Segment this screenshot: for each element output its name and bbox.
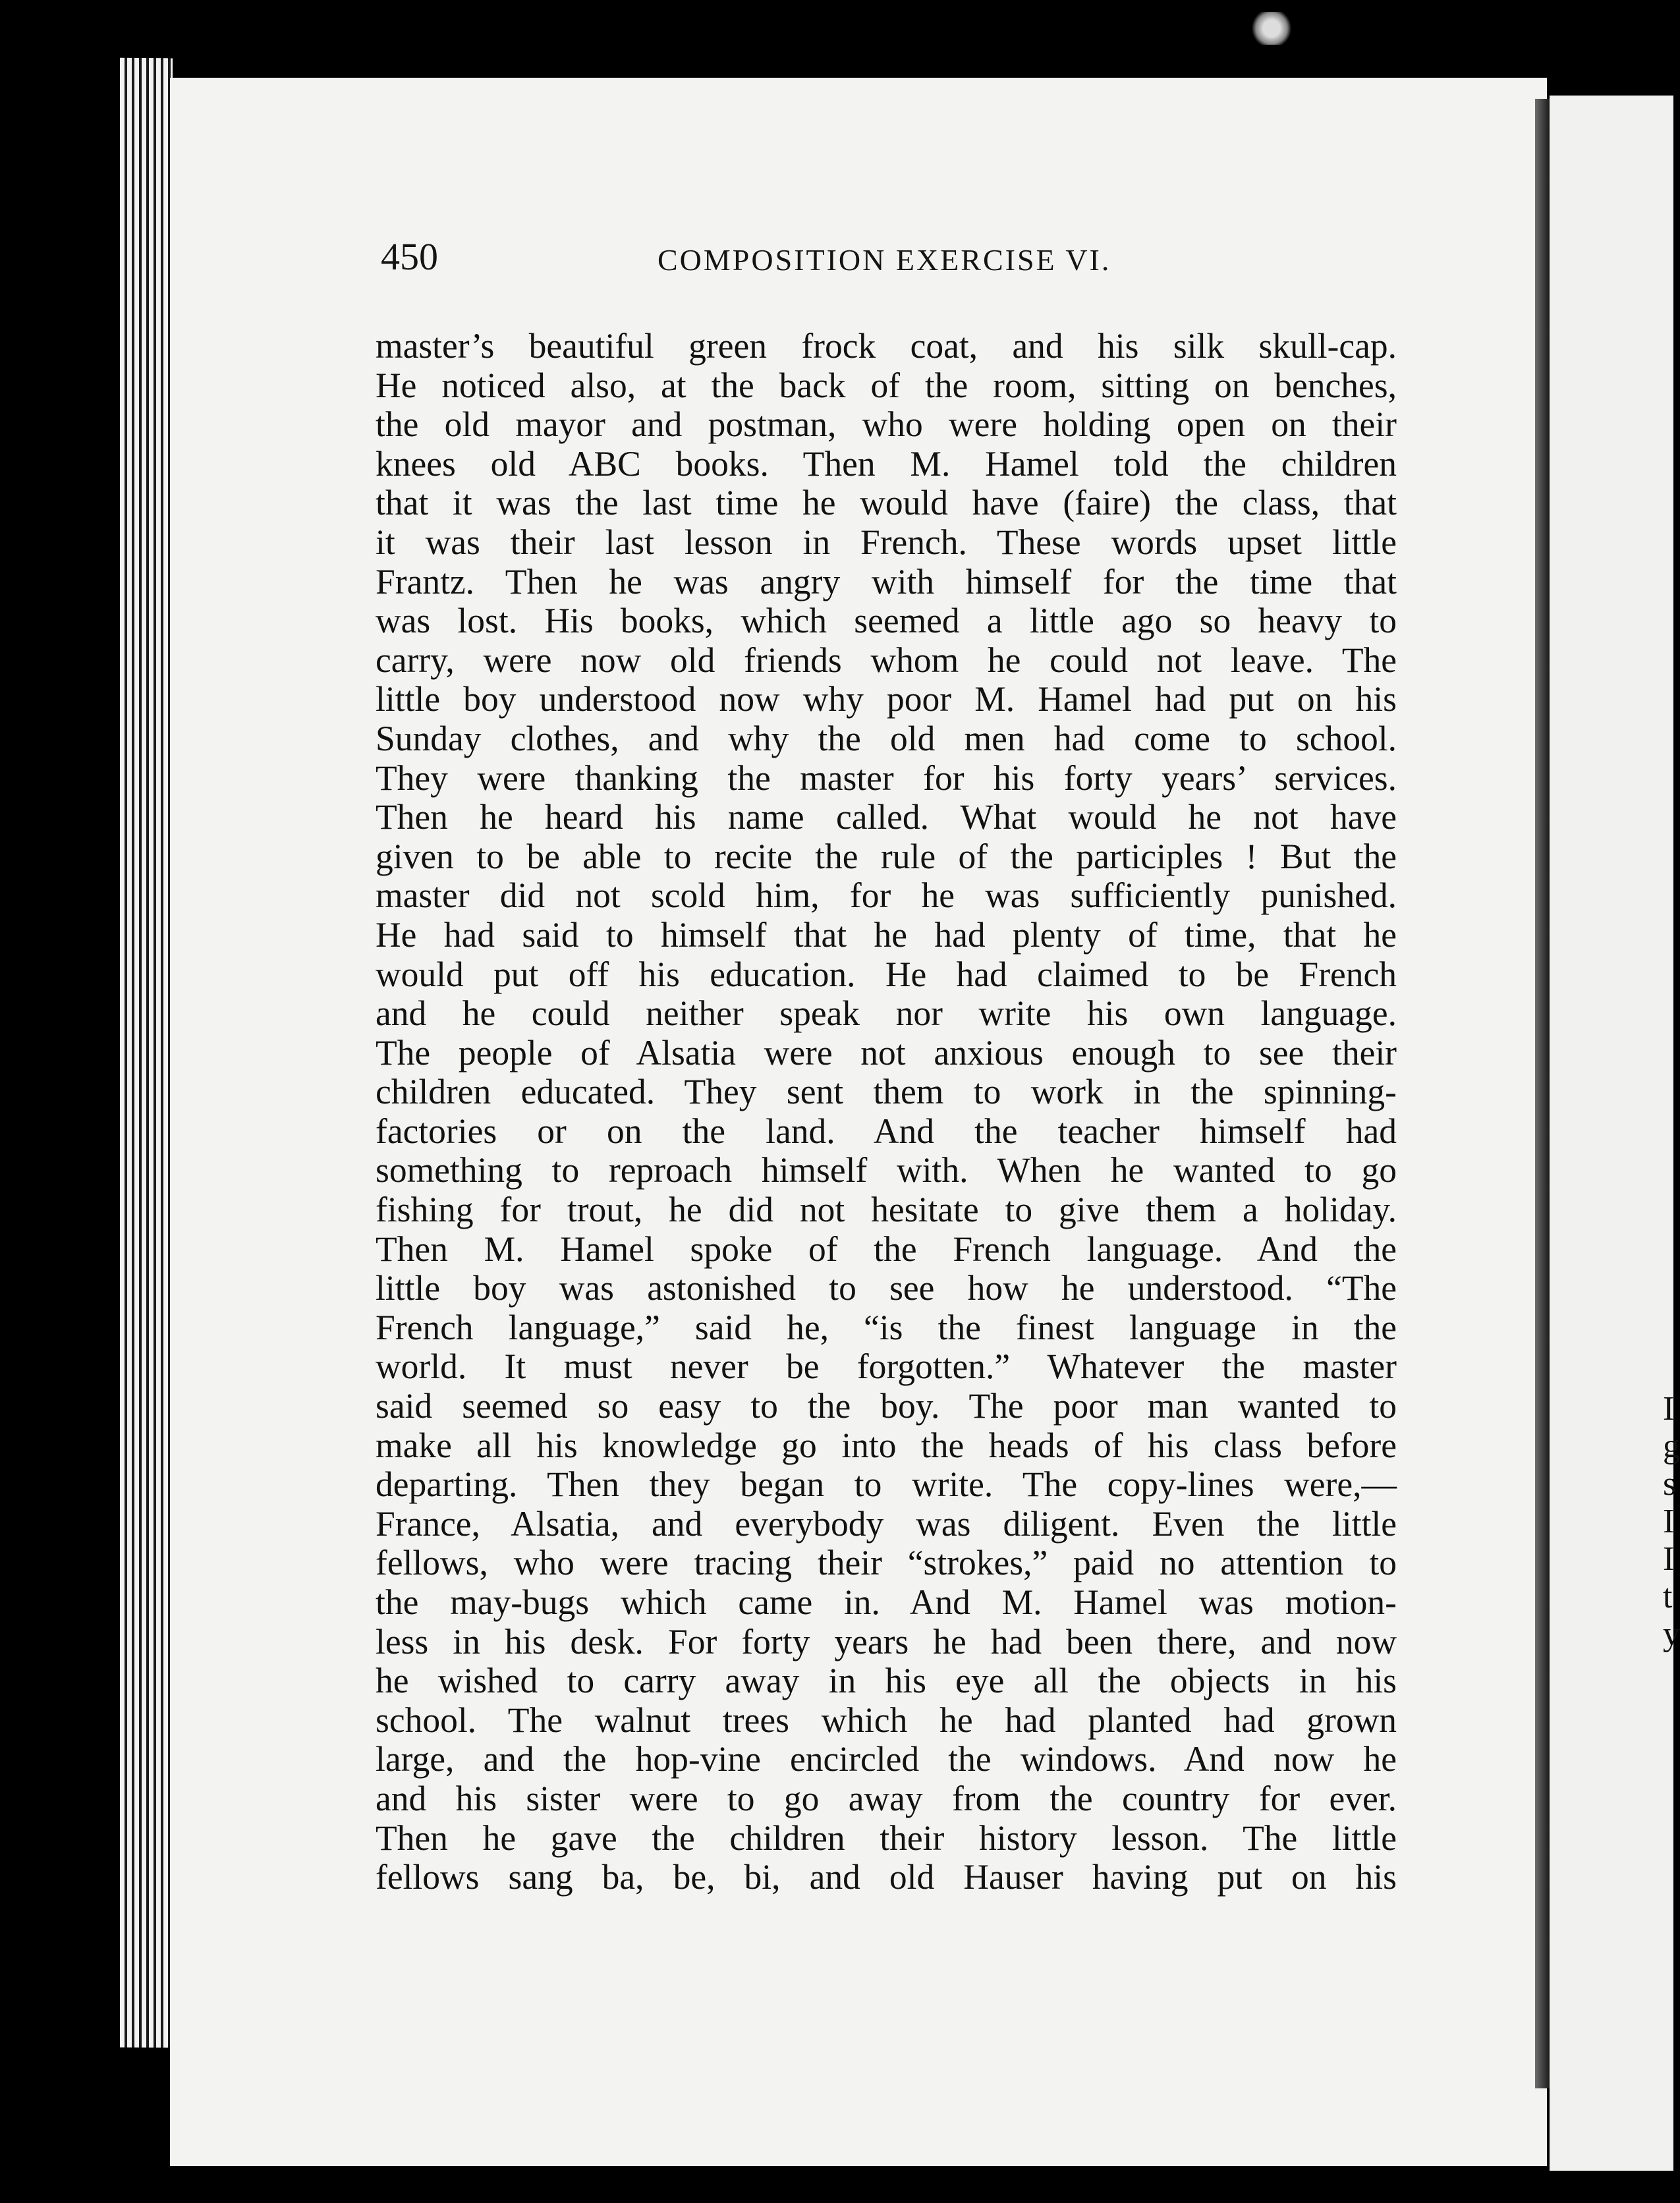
text-line: it was their last lesson in French. These words upset little — [376, 522, 1397, 562]
text-line: French language,” said he, “is the finest language in the — [376, 1307, 1397, 1347]
text-line: he wished to carry away in his eye all the objects in his — [376, 1661, 1397, 1701]
text-line: Then he heard his name called. What would he not have — [376, 797, 1397, 837]
text-line: and he could neither speak nor write his own language. — [376, 993, 1397, 1034]
text-line: knees old ABC books. Then M. Hamel told the children — [376, 443, 1397, 484]
scan-speck — [1248, 12, 1295, 45]
text-line: departing. Then they began to write. The copy-lines were,— — [376, 1464, 1397, 1505]
text-line: that it was the last time he would have (faire) the class, that — [376, 483, 1397, 523]
text-line: given to be able to recite the rule of the participles ! But the — [376, 836, 1397, 876]
facing-page — [1550, 96, 1680, 2171]
text-line: the may-bugs which came in. And M. Hamel was motion- — [376, 1582, 1397, 1622]
text-line: world. It must never be forgotten.” Whatever the master — [376, 1347, 1397, 1387]
text-line: carry, were now old friends whom he could not leave. The — [376, 640, 1397, 680]
body-text — [376, 327, 1397, 1897]
text-line: would put off his education. He had claimed to be French — [376, 954, 1397, 994]
text-line: said seemed so easy to the boy. The poor man wanted to — [376, 1386, 1397, 1426]
text-line: school. The walnut trees which he had planted had grown — [376, 1700, 1397, 1740]
running-head: COMPOSITION EXERCISE VI. — [658, 243, 1111, 277]
page-number: 450 — [381, 235, 438, 278]
text-line: and his sister were to go away from the country for ever. — [376, 1778, 1397, 1818]
text-line: Then he gave the children their history lesson. The little — [376, 1818, 1397, 1858]
text-line: They were thanking the master for his forty years’ services. — [376, 758, 1397, 798]
page-header — [381, 235, 1409, 287]
text-line: fellows sang ba, be, bi, and old Hauser having put on his — [376, 1857, 1397, 1897]
text-line: something to reproach himself with. When he wanted to go — [376, 1150, 1397, 1190]
text-line: little boy was astonished to see how he understood. “The — [376, 1268, 1397, 1308]
text-line: was lost. His books, which seemed a little ago so heavy to — [376, 601, 1397, 641]
text-line: master’s beautiful green frock coat, and his silk skull-cap. — [376, 326, 1397, 366]
text-line: children educated. They sent them to work in the spinning- — [376, 1072, 1397, 1112]
text-line: He had said to himself that he had plenty of time, that he — [376, 914, 1397, 955]
text-line: less in his desk. For forty years he had been there, and now — [376, 1621, 1397, 1661]
text-line: Frantz. Then he was angry with himself for the time that — [376, 561, 1397, 601]
text-line: the old mayor and postman, who were holding open on their — [376, 404, 1397, 445]
book-fore-edge — [120, 58, 173, 2048]
text-line: France, Alsatia, and everybody was diligent. Even the little — [376, 1503, 1397, 1544]
text-line: large, and the hop-vine encircled the windows. And now he — [376, 1739, 1397, 1779]
text-line: little boy understood now why poor M. Hamel had put on his — [376, 679, 1397, 719]
text-line: master did not scold him, for he was sufficiently punished. — [376, 876, 1397, 916]
text-line: He noticed also, at the back of the room, sitting on benches, — [376, 365, 1397, 405]
book-gutter — [1535, 99, 1550, 2088]
text-line: fishing for trout, he did not hesitate to give them a holiday. — [376, 1190, 1397, 1230]
text-line: factories or on the land. And the teacher himself had — [376, 1111, 1397, 1151]
text-line: Sunday clothes, and why the old men had come to school. — [376, 718, 1397, 758]
text-line: make all his knowledge go into the heads of his class before — [376, 1425, 1397, 1465]
text-line: fellows, who were tracing their “strokes,” paid no attention to — [376, 1543, 1397, 1583]
text-line: Then M. Hamel spoke of the French language. And the — [376, 1229, 1397, 1269]
text-line: The people of Alsatia were not anxious enough to see their — [376, 1032, 1397, 1073]
facing-page-text-fragment: I g s I I t y — [1663, 1390, 1680, 1653]
